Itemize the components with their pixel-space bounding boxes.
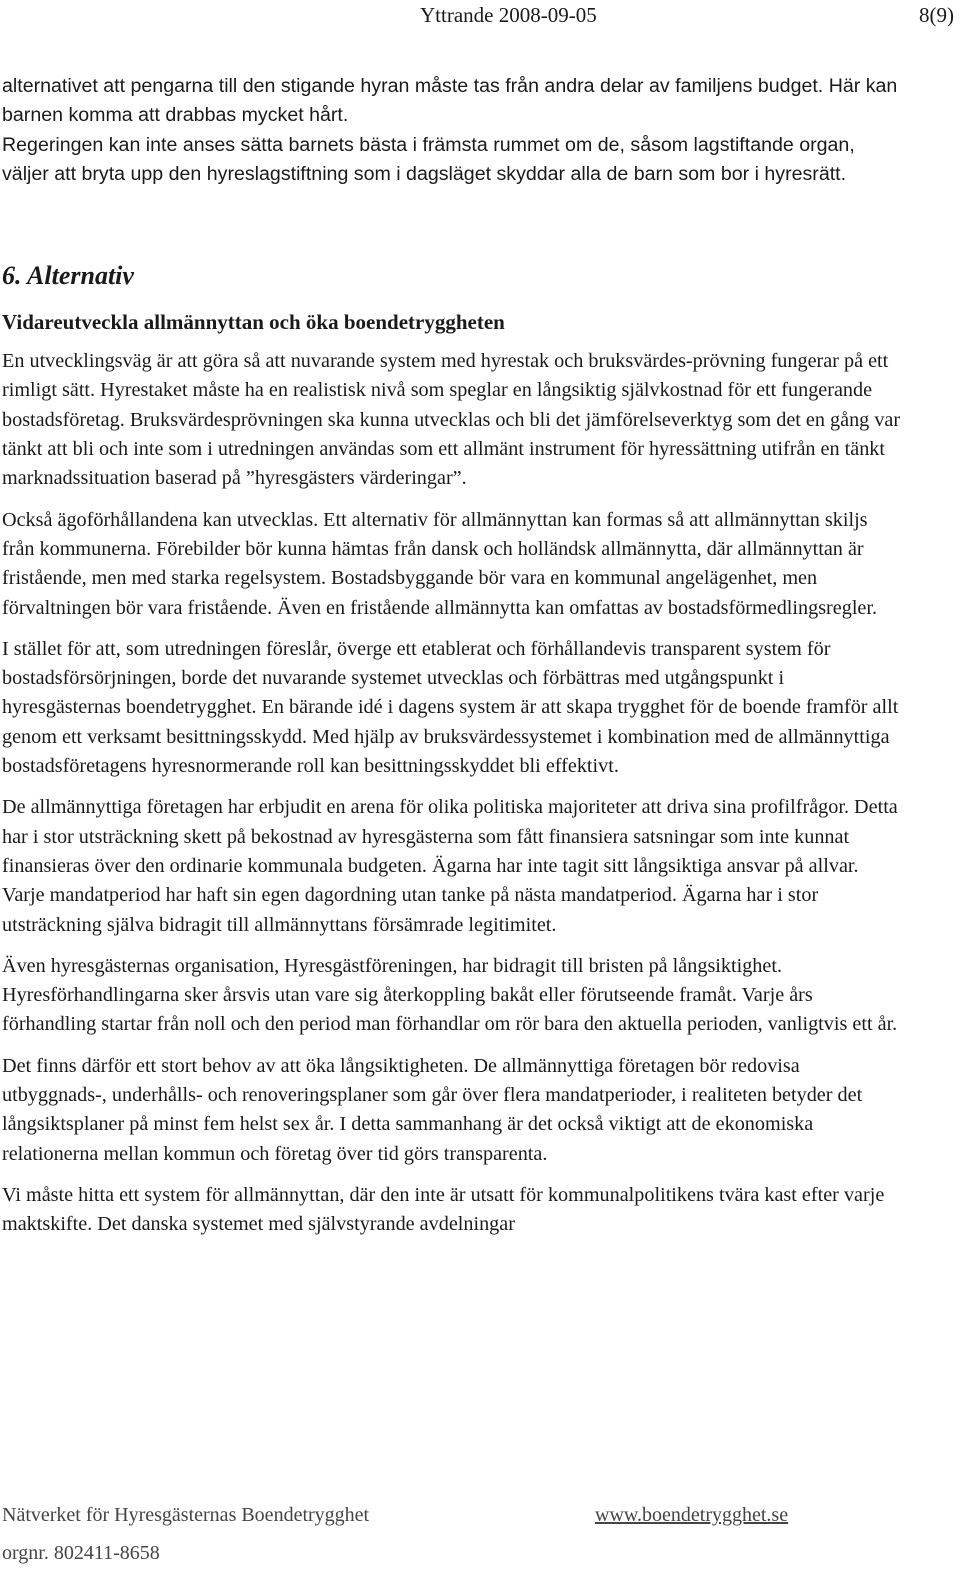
paragraph: En utvecklingsväg är att göra så att nuvarande system med hyrestak och bruksvärdes-prövning fungerar på ett rimligt sätt. Hyrestaket måste ha en realistisk nivå som speglar en långsiktig självkostnad för ett fungerande bostadsföretag. Bruksvärdesprövningen ska kunna utvecklas och bli det jämförelseverktyg som det en gång var tänkt att bli och inte som i utredningen användas som ett allmänt instrument för hyressättning utifrån en tänkt marknadssituation baserad på ”hyresgästers värderingar”.: [2, 350, 901, 490]
section-subheading: Vidareutveckla allmännyttan och öka boendetryggheten: [2, 310, 505, 335]
paragraph: De allmännyttiga företagen har erbjudit en arena för olika politiska majoriteter att driva sina profilfrågor. Detta har i stor utsträckning skett på bekostnad av hyresgästerna som fått finansiera satsningar som inte kunnat finansieras över den ordinarie kommunala budgeten. Ägarna har inte tagit sitt långsiktiga ansvar på allvar. Varje mandatperiod har haft sin egen dagordning utan tanke på nästa mandatperiod. Ägarna har i stor utsträckning själva bidragit till allmännyttans försämrade legitimitet.: [2, 796, 898, 936]
paragraph: I stället för att, som utredningen föreslår, överge ett etablerat och förhållandevis transparent system för bostadsförsörjningen, borde det nuvarande systemet utvecklas och förbättras med utgångspunkt i hyresgästernas boendetrygghet. En bärande idé i dagens system är att skapa trygghet för de boende framför allt genom ett verksamt besittningsskydd. Med hjälp av bruksvärdessystemet i kombination med de allmännyttiga bostadsföretagens hyresnormerande roll kan besittningsskyddet bli effektivt.: [2, 637, 899, 778]
document-body: [2, 72, 902, 1240]
paragraph: Vi måste hitta ett system för allmännyttan, där den inte är utsatt för kommunalpolitikens tvära kast efter varje maktskifte. Det danska systemet med självstyrande avdelningar: [2, 1183, 885, 1236]
footer-website-link[interactable]: www.boendetrygghet.se: [595, 1504, 789, 1526]
footer-organization: Nätverket för Hyresgästernas Boendetrygghet: [2, 1504, 370, 1526]
footer-orgnr: orgnr. 802411-8658: [2, 1542, 160, 1564]
paragraph: alternativet att pengarna till den stigande hyran måste tas från andra delar av familjens budget. Här kan barnen komma att drabbas mycket hårt.: [2, 75, 898, 127]
section-heading: 6. Alternativ: [2, 261, 134, 291]
page-number: 8(9): [919, 3, 954, 27]
paragraph: Regeringen kan inte anses sätta barnets bästa i främsta rummet om de, såsom lagstiftande organ, väljer att bryta upp den hyreslagstiftning som i dagsläget skyddar alla de barn som bor i hyresrätt.: [2, 133, 855, 185]
paragraph: Det finns därför ett stort behov av att öka långsiktigheten. De allmännyttiga företagen bör redovisa utbyggnads-, underhålls- och renoveringsplaner som går över flera mandatperioder, i realiteten betyder det långsiktsplaner på minst fem helst sex år. I detta sammanhang är det också viktigt att de ekonomiska relationerna mellan kommun och företag över tid görs transparenta.: [2, 1054, 863, 1165]
paragraph: Också ägoförhållandena kan utvecklas. Ett alternativ för allmännyttan kan formas så att allmännyttan skiljs från kommunerna. Förebilder bör kunna hämtas från dansk och holländsk allmännytta, där allmännyttan är fristående, men med starka regelsystem. Bostadsbyggande bör vara en kommunal angelägenhet, men förvaltningen bör vara fristående. Även en fristående allmännytta kan omfattas av bostadsförmedlingsregler.: [2, 508, 878, 619]
paragraph: Även hyresgästernas organisation, Hyresgästföreningen, har bidragit till bristen på långsiktighet. Hyresförhandlingarna sker årsvis utan vare sig återkoppling bakåt eller förutseende framåt. Varje års förhandling startar från noll och den period man förhandlar om rör bara den aktuella perioden, vanligtvis ett år.: [2, 954, 898, 1036]
page-header: [0, 0, 960, 30]
document-title: Yttrande 2008-09-05: [420, 3, 597, 27]
